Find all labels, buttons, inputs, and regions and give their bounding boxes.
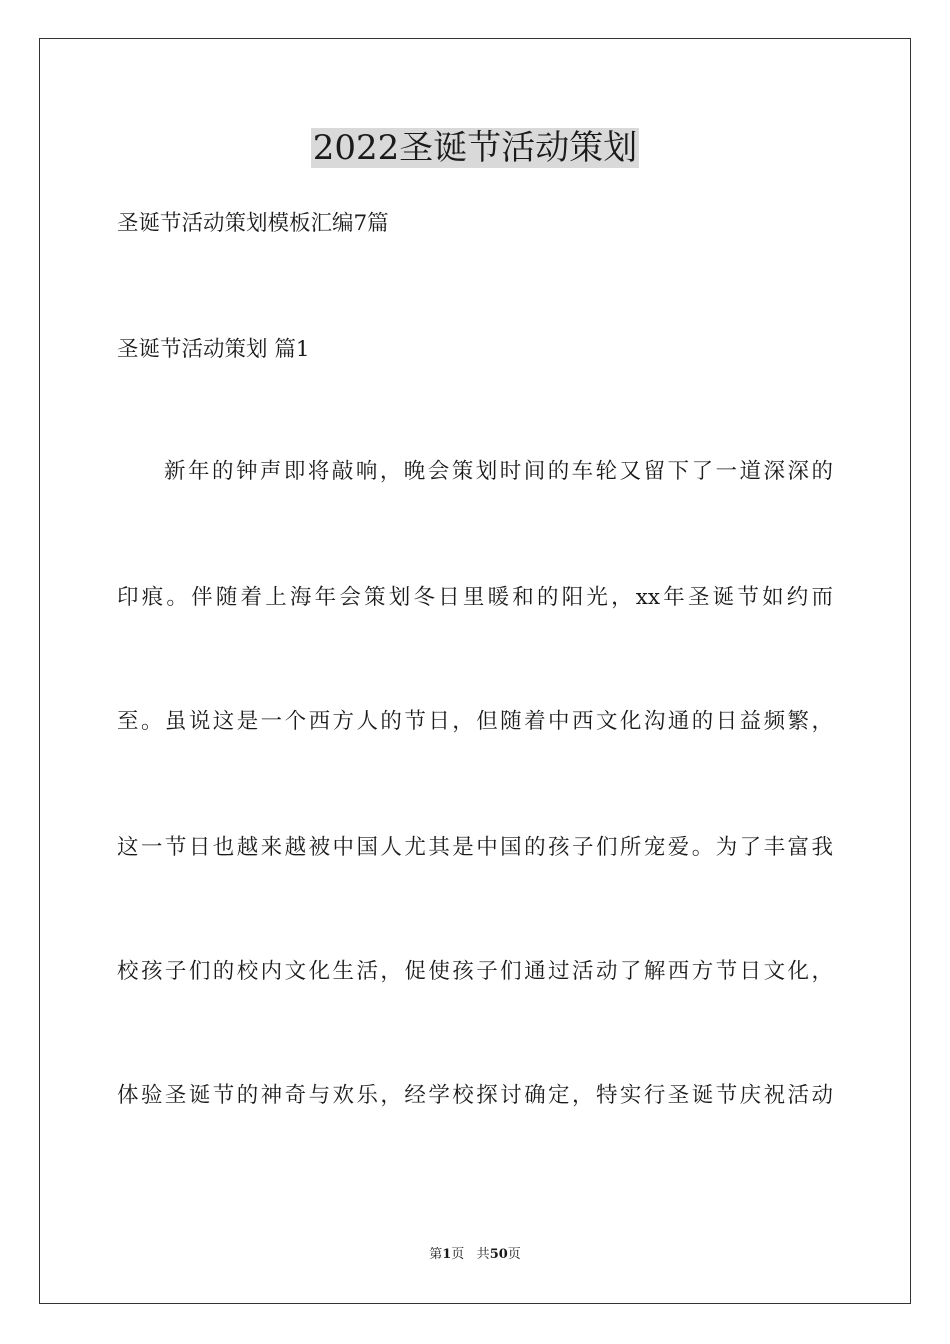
paragraph-line: 校孩子们的校内文化生活，促使孩子们通过活动了解西方节日文化， xyxy=(117,959,833,984)
paragraph-line: 这一节日也越来越被中国人尤其是中国的孩子们所宠爱。为了丰富我 xyxy=(117,835,833,860)
footer-total-suffix: 页 xyxy=(507,1247,521,1262)
footer-page-prefix: 第 xyxy=(429,1247,443,1262)
page-footer xyxy=(0,1246,950,1264)
paragraph-line: 新年的钟声即将敲响，晚会策划时间的车轮又留下了一道深深的 xyxy=(164,459,833,484)
title-highlight: 2022圣诞节活动策划 xyxy=(312,128,638,168)
footer-page-suffix: 页 xyxy=(451,1247,465,1262)
footer-page-number: 1 xyxy=(442,1247,452,1262)
document-subtitle: 圣诞节活动策划模板汇编7篇 xyxy=(117,211,389,236)
section-heading: 圣诞节活动策划 篇1 xyxy=(117,337,310,362)
footer-total-pages: 50 xyxy=(489,1247,508,1262)
paragraph-line: 至。虽说这是一个西方人的节日，但随着中西文化沟通的日益频繁， xyxy=(117,709,833,734)
document-title xyxy=(0,125,950,171)
paragraph-line: 体验圣诞节的神奇与欢乐，经学校探讨确定，特实行圣诞节庆祝活动 xyxy=(117,1083,833,1108)
footer-total-prefix: 共 xyxy=(476,1247,490,1262)
paragraph-line: 印痕。伴随着上海年会策划冬日里暖和的阳光，xx年圣诞节如约而 xyxy=(117,585,833,610)
